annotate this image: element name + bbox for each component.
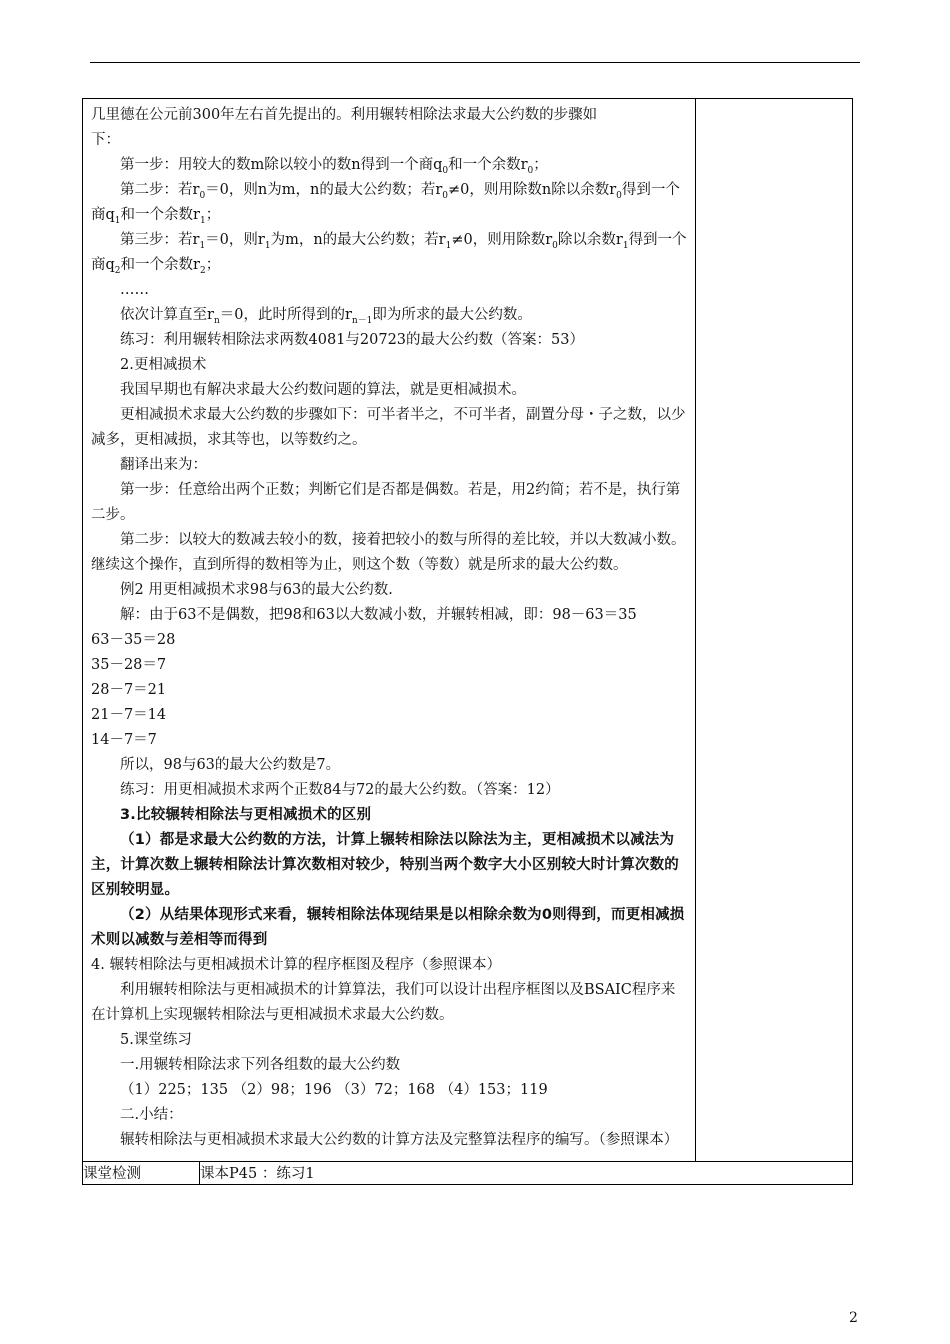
- section-heading-4: 4. 辗转相除法与更相减损术计算的程序框图及程序（参照课本）: [91, 957, 501, 973]
- calc-line: 14－7＝7: [91, 732, 157, 748]
- footer-row: [83, 1162, 853, 1185]
- solution: 解：由于63不是偶数，把98和63以大数减小数，并辗转相减，即：98－63＝35: [120, 607, 637, 623]
- summary-text: 辗转相除法与更相减损术求最大公约数的计算方法及完整算法程序的编写。（参照课本）: [120, 1132, 679, 1148]
- notes-cell: [696, 99, 853, 1162]
- content-row: [83, 99, 853, 1162]
- comparison-1: （1）都是求最大公约数的方法，计算上辗转相除法以除法为主，更相减损术以减法为主，计算次数上辗转相除法计算次数相对较少，特别当两个数字大小区别较大时计算次数的区别较明显。: [91, 832, 679, 898]
- calc-line: 35－28＝7: [91, 657, 167, 673]
- euclid-step-3: 第三步：若$r_1=0$，则$r_1$为m，n的最大公约数；若$r_1\ne 0$，则用除数$r_0$除以余数$r_1$得到一个商$q_2$和一个余数$r_2$；: [91, 232, 687, 276]
- header-rule: [90, 62, 860, 63]
- footer-cell: [83, 1162, 853, 1185]
- calc-line: 21－7＝14: [91, 707, 167, 723]
- page-number: 2: [849, 1310, 858, 1326]
- paragraph: 更相减损术求最大公约数的步骤如下：可半者半之，不可半者，副置分母・子之数，以少减多，更相减损，求其等也，以等数约之。: [91, 407, 686, 448]
- conclusion: 所以，98与63的最大公约数是7。: [120, 757, 341, 773]
- calc-line: 63－35＝28: [91, 632, 176, 648]
- section-heading-5: 5.课堂练习: [120, 1032, 192, 1048]
- ellipsis: ……: [120, 282, 149, 298]
- text-line: 几里德在公元前300年左右首先提出的。利用辗转相除法求最大公约数的步骤如: [91, 107, 598, 123]
- subtraction-step-1: 第一步：任意给出两个正数；判断它们是否都是偶数。若是，用2约简；若不是，执行第二步。: [91, 482, 681, 523]
- footer-table: [83, 1162, 852, 1184]
- euclid-final: 依次计算直至$r_n=0$，此时所得到的$r_{n-1}$即为所求的最大公约数。: [120, 307, 532, 326]
- practice-heading: 一.用辗转相除法求下列各组数的最大公约数: [120, 1057, 401, 1073]
- comparison-2: （2）从结果体现形式来看，辗转相除法体现结果是以相除余数为0则得到，而更相减损术则以减数与差相等而得到: [91, 907, 685, 948]
- example-2: 例2 用更相减损术求98与63的最大公约数.: [120, 582, 393, 598]
- text-line: 下：: [91, 132, 120, 148]
- subtraction-step-2: 第二步：以较大的数减去较小的数，接着把较小的数与所得的差比较，并以大数减小数。继续这个操作，直到所得的数相等为止，则这个数（等数）就是所求的最大公约数。: [91, 532, 686, 573]
- exercise-1: 练习：利用辗转相除法求两数4081与20723的最大公约数（答案：53）: [120, 332, 584, 348]
- summary-heading: 二.小结：: [120, 1107, 183, 1123]
- exercise-2: 练习：用更相减损术求两个正数84与72的最大公约数。（答案：12）: [120, 782, 560, 798]
- section-heading-2: 2.更相减损术: [120, 357, 207, 373]
- paragraph: 我国早期也有解决求最大公约数问题的算法，就是更相减损术。: [120, 382, 526, 398]
- content-body: [83, 99, 695, 1161]
- lesson-table: [82, 98, 853, 1185]
- section-heading-3: 3.比较辗转相除法与更相减损术的区别: [120, 807, 372, 823]
- calc-line: 28－7＝21: [91, 682, 167, 698]
- paragraph: 利用辗转相除法与更相减损术的计算算法，我们可以设计出程序框图以及BSAIC程序来在计算机上实现辗转相除法与更相减损术求最大公约数。: [91, 982, 676, 1023]
- euclid-step-1: 第一步：用较大的数m除以较小的数n得到一个商$q_0$和一个余数$r_0$；: [120, 157, 548, 176]
- content-cell: [83, 99, 696, 1162]
- paragraph: 翻译出来为：: [120, 457, 207, 473]
- practice-items: （1）225；135 （2）98；196 （3）72；168 （4）153；119: [120, 1082, 548, 1098]
- euclid-step-2: 第二步：若$r_0=0$，则n为m，n的最大公约数；若$r_0\ne 0$，则用除数n除以余数$r_0$得到一个商$q_1$和一个余数$r_1$；: [91, 182, 680, 226]
- footer-label: 课堂检测: [83, 1162, 200, 1184]
- footer-value: 课本P45 ：练习1: [200, 1166, 315, 1182]
